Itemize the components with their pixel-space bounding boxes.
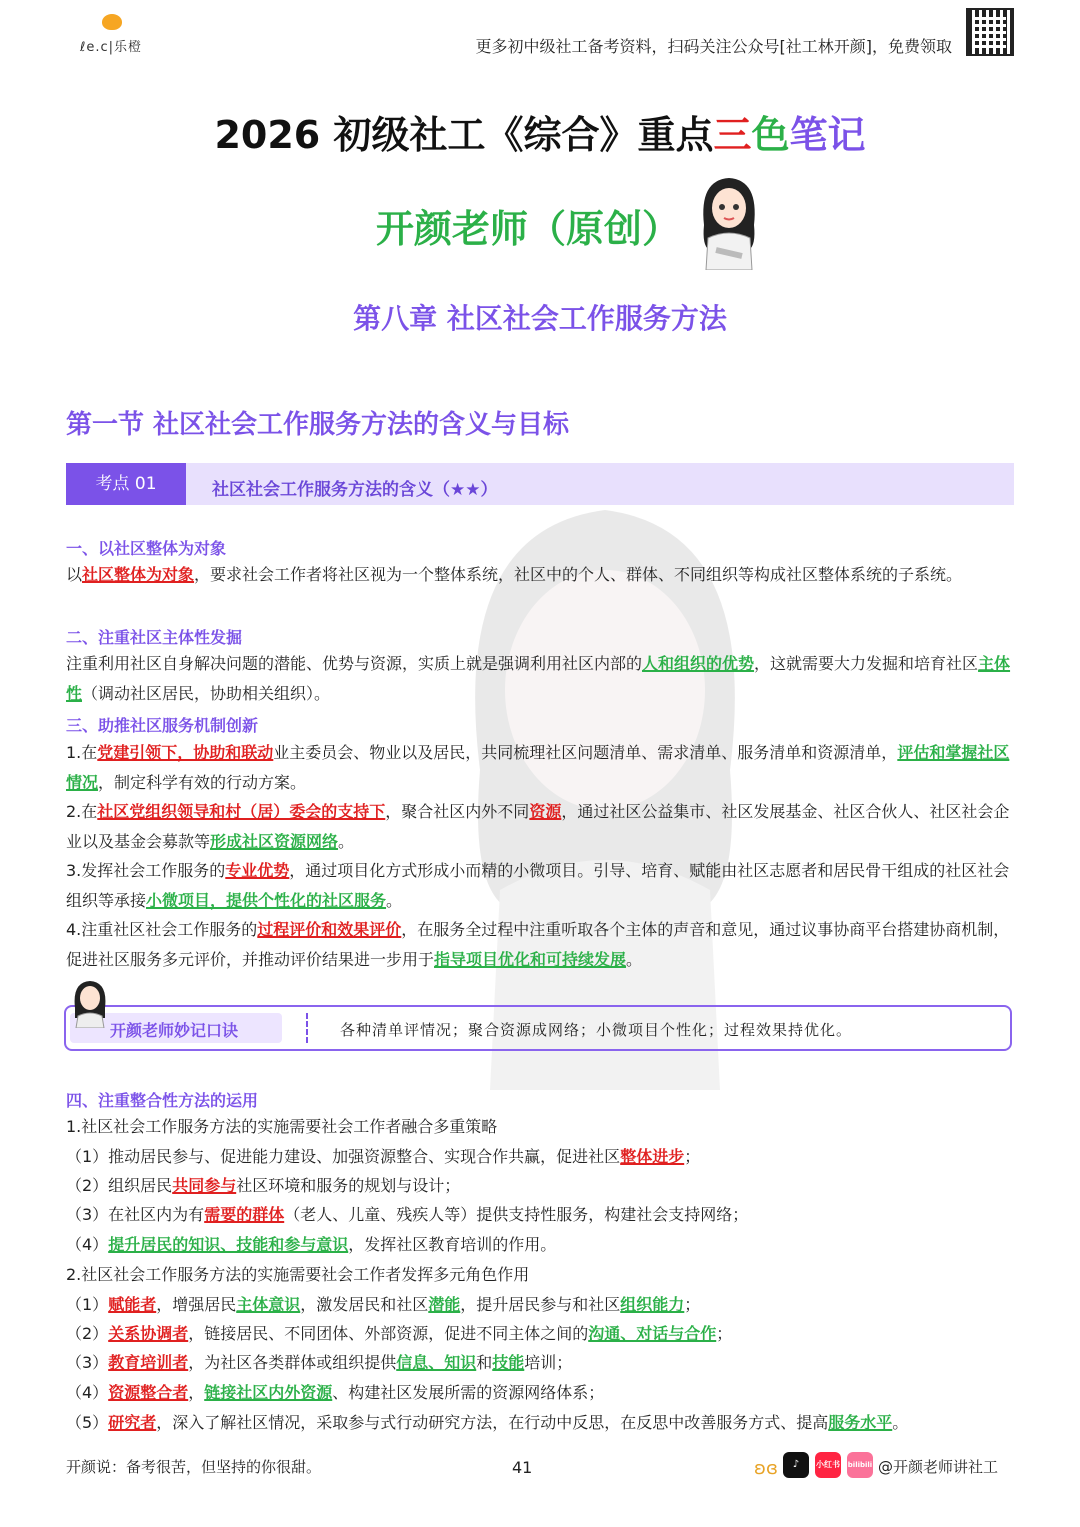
logo-text: ℓe.c|乐橙 — [80, 40, 143, 55]
logo-mark-icon — [102, 14, 122, 30]
mnemonic-separator — [306, 1013, 308, 1043]
text: （3） — [66, 1353, 109, 1372]
text: 业主委员会、物业以及居民，共同梳理社区问题清单、需求清单、服务清单和资源清单， — [273, 743, 898, 762]
text: ，通过社区公益集市、社区发展基金、社区合伙人、社区社会企业以及基金会募款等 — [66, 802, 1010, 851]
part-3-item-3 — [66, 856, 1014, 916]
part-3-item-1 — [66, 738, 1014, 798]
part-4-strategy-2 — [66, 1171, 1014, 1201]
text: （1）推动居民参与、促进能力建设、加强资源整合、实现合作共赢，促进社区 — [66, 1147, 621, 1166]
text: 和 — [476, 1353, 493, 1372]
paragraph-part-1 — [66, 560, 1014, 590]
highlight-green: 主体意识 — [236, 1295, 301, 1314]
mnemonic-text: 各种清单评情况；聚合资源成网络；小微项目个性化；过程效果持优化。 — [340, 1021, 853, 1039]
paragraph-part-2 — [66, 649, 1014, 709]
teacher-small-avatar-icon — [70, 978, 110, 1028]
butterfly-icon[interactable]: ʚɞ — [754, 1458, 778, 1479]
text: ； — [716, 1324, 733, 1343]
text: （2）组织居民 — [66, 1176, 173, 1195]
kaodian-title: 社区社会工作服务方法的含义（★★） — [212, 480, 498, 500]
highlight-red: 关系协调者 — [108, 1324, 189, 1343]
text: （5） — [66, 1413, 109, 1432]
highlight-green: 形成社区资源网络 — [210, 832, 339, 851]
bilibili-icon[interactable]: bilibili — [847, 1452, 873, 1478]
highlight-green: 沟通、对话与合作 — [588, 1324, 717, 1343]
text: 以 — [66, 565, 83, 584]
part-4-strategy-intro: 1.社区社会工作服务方法的实施需要社会工作者融合多重策略 — [66, 1117, 498, 1136]
highlight-green: 主体性 — [66, 654, 1011, 703]
highlight-red: 资源 — [529, 802, 562, 821]
highlight-red: 整体进步 — [620, 1147, 685, 1166]
highlight-green: 指导项目优化和可持续发展 — [434, 950, 627, 969]
highlight-green: 服务水平 — [828, 1413, 893, 1432]
kaodian-tag: 考点 01 — [66, 463, 186, 505]
part-4-role-1 — [66, 1290, 1014, 1320]
text: 。 — [892, 1413, 909, 1432]
part-3-item-2 — [66, 797, 1014, 857]
highlight-red: 需要的群体 — [204, 1205, 285, 1224]
text: ，链接居民、不同团体、外部资源，促进不同主体之间的 — [188, 1324, 589, 1343]
part-4-role-3 — [66, 1348, 1014, 1378]
text: （3）在社区内为有 — [66, 1205, 205, 1224]
part-3-item-4 — [66, 915, 1014, 975]
text: 3.发挥社会工作服务的 — [66, 861, 226, 880]
footer-motto: 开颜说：备考很苦，但坚持的你很甜。 — [66, 1458, 322, 1476]
heading-part-2: 二、注重社区主体性发掘 — [66, 628, 243, 647]
text: 。 — [338, 832, 355, 851]
heading-part-4: 四、注重整合性方法的运用 — [66, 1091, 259, 1110]
highlight-green: 人和组织的优势 — [642, 654, 755, 673]
highlight-red: 社区整体为对象 — [82, 565, 195, 584]
text: ， — [188, 1383, 205, 1402]
highlight-green: 技能 — [492, 1353, 525, 1372]
highlight-red: 资源整合者 — [108, 1383, 189, 1402]
text: ，在服务全过程中注重听取各个主体的声音和意见，通过议事协商平台搭建协商机制，促进社区服务多元评价，并推动评价结果进一步用于 — [66, 920, 1010, 969]
highlight-red: 研究者 — [108, 1413, 157, 1432]
part-4-role-intro: 2.社区社会工作服务方法的实施需要社会工作者发挥多元角色作用 — [66, 1265, 530, 1284]
highlight-green: 组织能力 — [620, 1295, 685, 1314]
part-4-role-5 — [66, 1408, 1014, 1438]
text: 社区环境和服务的规划与设计； — [236, 1176, 461, 1195]
text: 1.在 — [66, 743, 98, 762]
text: （老人、儿童、残疾人等）提供支持性服务，构建社会支持网络； — [284, 1205, 749, 1224]
text: 2.在 — [66, 802, 98, 821]
text: ，深入了解社区情况，采取参与式行动研究方法，在行动中反思，在反思中改善服务方式、提高 — [156, 1413, 829, 1432]
text: ，聚合社区内外不同 — [385, 802, 530, 821]
text: （2） — [66, 1324, 109, 1343]
highlight-green: 提升居民的知识、技能和参与意识 — [108, 1235, 349, 1254]
part-4-role-4 — [66, 1378, 1014, 1408]
text: ，通过项目化方式形成小而精的小微项目。引导、培育、赋能由社区志愿者和居民骨干组成的社区社会组织等承接 — [66, 861, 1010, 910]
highlight-red: 赋能者 — [108, 1295, 157, 1314]
text: （4） — [66, 1235, 109, 1254]
part-4-strategy-4 — [66, 1230, 1014, 1260]
highlight-green: 信息、知识 — [396, 1353, 477, 1372]
text: （调动社区居民，协助相关组织）。 — [82, 684, 331, 703]
heading-part-3: 三、助推社区服务机制创新 — [66, 716, 259, 735]
text: ，提升居民参与和社区 — [460, 1295, 621, 1314]
text: ，要求社会工作者将社区视为一个整体系统，社区中的个人、群体、不同组织等构成社区整体系统的子系统。 — [194, 565, 963, 584]
main-title — [0, 104, 1080, 159]
text: ，增强居民 — [156, 1295, 237, 1314]
highlight-green: 小微项目，提供个性化的社区服务 — [146, 891, 387, 910]
highlight-red: 过程评价和效果评价 — [257, 920, 402, 939]
xiaohongshu-icon[interactable]: 小红书 — [815, 1452, 841, 1478]
text: 。 — [386, 891, 403, 910]
chapter-title: 第八章 社区社会工作服务方法 — [353, 302, 727, 335]
part-4-role-2 — [66, 1319, 1014, 1349]
title-part-4: 笔记 — [789, 113, 866, 157]
heading-part-1: 一、以社区整体为对象 — [66, 539, 227, 558]
text: ，制定科学有效的行动方案。 — [98, 773, 307, 792]
text: ，这就需要大力发掘和培育社区 — [754, 654, 979, 673]
title-part-3: 色 — [751, 113, 790, 157]
text: ，激发居民和社区 — [300, 1295, 429, 1314]
part-4-strategy-1 — [66, 1142, 1014, 1172]
text: ； — [684, 1147, 701, 1166]
section-title: 第一节 社区社会工作服务方法的含义与目标 — [66, 410, 570, 440]
highlight-green: 潜能 — [428, 1295, 461, 1314]
douyin-icon[interactable]: ♪ — [783, 1452, 809, 1478]
highlight-red: 教育培训者 — [108, 1353, 189, 1372]
header-note: 更多初中级社工备考资料，扫码关注公众号[社工林开颜]，免费领取 — [475, 37, 952, 56]
highlight-red: 社区党组织领导和村（居）委会的支持下 — [97, 802, 386, 821]
text: 培训； — [524, 1353, 573, 1372]
part-4-strategy-3 — [66, 1200, 1014, 1230]
highlight-green: 链接社区内外资源 — [204, 1383, 333, 1402]
page-number: 41 — [512, 1458, 533, 1477]
text: ，为社区各类群体或组织提供 — [188, 1353, 397, 1372]
highlight-green: 评估和掌握社区情况 — [66, 743, 1010, 792]
highlight-red: 共同参与 — [172, 1176, 237, 1195]
text: （1） — [66, 1295, 109, 1314]
mnemonic-label: 开颜老师妙记口诀 — [110, 1021, 239, 1040]
author-subtitle: 开颜老师（原创） — [376, 207, 681, 251]
text: 、构建社区发展所需的资源网络体系； — [332, 1383, 605, 1402]
text: 4.注重社区社会工作服务的 — [66, 920, 258, 939]
title-part-2: 三 — [713, 113, 752, 157]
title-part-1: 2026 初级社工《综合》重点 — [214, 113, 714, 157]
text: 。 — [626, 950, 643, 969]
text: ，发挥社区教育培训的作用。 — [348, 1235, 557, 1254]
teacher-avatar-icon — [694, 170, 764, 270]
qr-code-icon[interactable] — [966, 8, 1014, 56]
text: （4） — [66, 1383, 109, 1402]
highlight-red: 党建引领下，协助和联动 — [97, 743, 274, 762]
highlight-red: 专业优势 — [225, 861, 290, 880]
text: 注重利用社区自身解决问题的潜能、优势与资源，实质上就是强调利用社区内部的 — [66, 654, 643, 673]
text: ； — [684, 1295, 701, 1314]
footer-account: @开颜老师讲社工 — [878, 1458, 999, 1476]
brand-logo — [80, 14, 150, 56]
